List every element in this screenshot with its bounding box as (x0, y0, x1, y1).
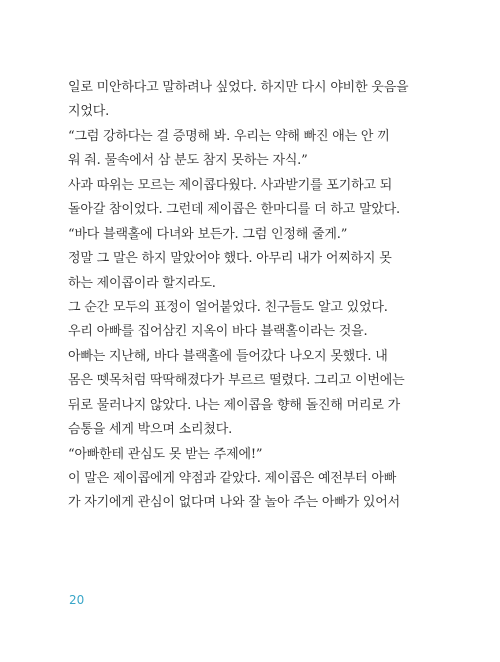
text-line: 정말 그 말은 하지 말았어야 했다. 아무리 내가 어찌하지 못 (68, 251, 392, 267)
text-line: “바다 블랙홀에 다녀와 보든가. 그럼 인정해 줄게.” (68, 226, 348, 242)
text-line: 뒤로 물러나지 않았다. 나는 제이콥을 향해 돌진해 머리로 가 (68, 397, 400, 413)
page-number: 20 (69, 593, 85, 607)
text-line: 지었다. (68, 104, 110, 120)
text-line: “아빠한테 관심도 못 받는 주제에!” (68, 446, 263, 462)
text-line: 워 줘. 물속에서 삼 분도 참지 못하는 자식.” (68, 153, 308, 169)
text-line: 이 말은 제이콥에게 약점과 같았다. 제이콥은 예전부터 아빠 (68, 471, 397, 486)
text-line: 돌아갈 참이었다. 그런데 제이콥은 한마디를 더 하고 말았다. (68, 202, 400, 218)
text-line: 슴통을 세게 박으며 소리쳤다. (68, 422, 233, 438)
text-line: 사과 따위는 모르는 제이콥다웠다. 사과받기를 포기하고 되 (68, 177, 393, 193)
text-line: 일로 미안하다고 말하려나 싶었다. 하지만 다시 야비한 웃음을 (68, 80, 409, 95)
text-line: 하는 제이콥이라 할지라도. (68, 275, 216, 291)
text-line: 아빠는 지난해, 바다 블랙홀에 들어갔다 나오지 못했다. 내 (68, 348, 388, 364)
text-line: 우리 아빠를 집어삼킨 지옥이 바다 블랙홀이라는 것을. (68, 324, 368, 340)
text-line: “그럼 강하다는 걸 증명해 봐. 우리는 약해 빠진 애는 안 끼 (68, 128, 390, 144)
text-line: 가 자기에게 관심이 없다며 나와 잘 놀아 주는 아빠가 있어서 (68, 495, 400, 511)
text-line: 몸은 뗏목처럼 딱딱해졌다가 부르르 떨렸다. 그리고 이번에는 (68, 373, 405, 389)
body-text (68, 76, 436, 516)
text-line: 그 순간 모두의 표정이 얼어붙었다. 친구들도 알고 있었다. (68, 299, 388, 315)
